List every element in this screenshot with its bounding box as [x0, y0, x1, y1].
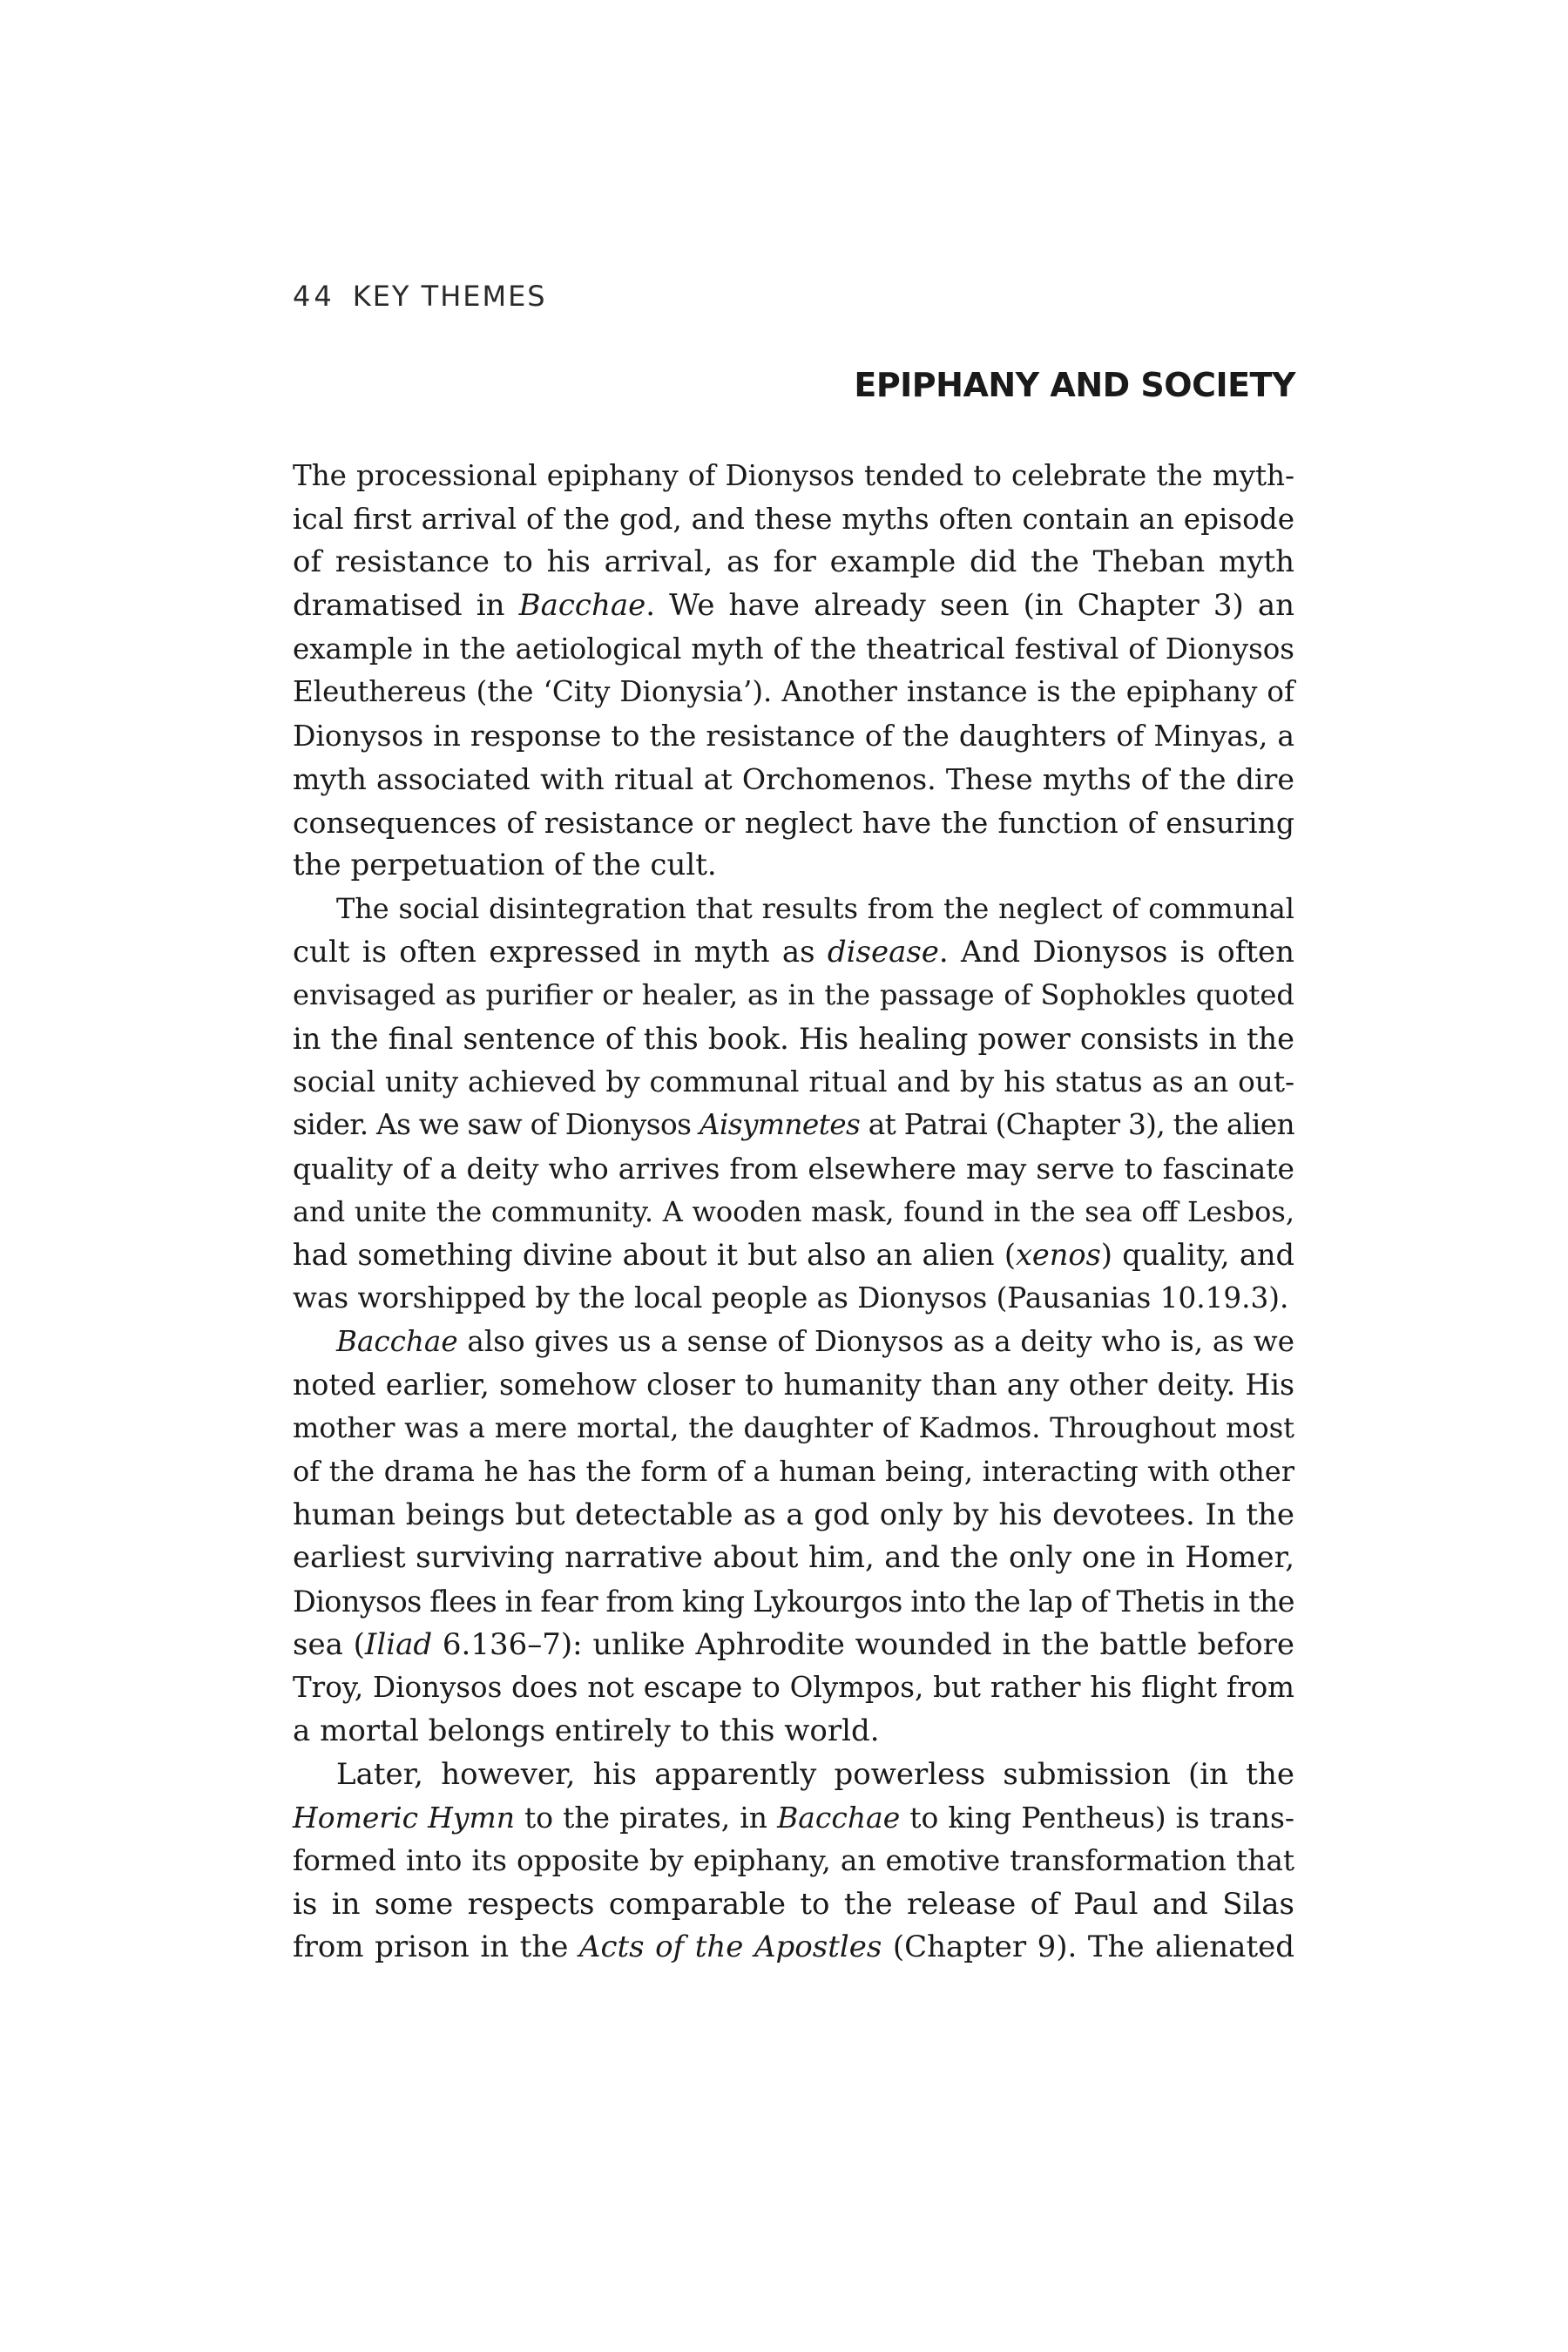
text-line: myth associated with ritual at Orchomenos. These myths of the dire: [293, 761, 1294, 796]
text-line: Later, however, his apparently powerless submission (in the: [336, 1756, 1294, 1792]
text-line: sider. As we saw of Dionysos Aisymnetes at Patrai (Chapter 3), the alien: [293, 1108, 1294, 1142]
text-line: Homeric Hymn to the pirates, in Bacchae to king Pentheus) is trans-: [293, 1801, 1294, 1835]
running-head: [293, 280, 547, 313]
text-line: of resistance to his arrival, as for example did the Theban myth: [293, 544, 1294, 580]
text-line: consequences of resistance or neglect have the function of ensuring: [293, 805, 1294, 840]
text-line: cult is often expressed in myth as disease. And Dionysos is often: [293, 934, 1294, 970]
text-line: Troy, Dionysos does not escape to Olympos, but rather his flight from: [293, 1671, 1294, 1705]
text-line: had something divine about it but also an alien (xenos) quality, and: [293, 1238, 1294, 1273]
text-line: sea (Iliad 6.136–7): unlike Aphrodite wounded in the battle before: [293, 1626, 1294, 1662]
text-line: of the drama he has the form of a human being, interacting with other: [293, 1454, 1294, 1488]
text-line: human beings but detectable as a god only by his devotees. In the: [293, 1497, 1294, 1532]
page-number: 44: [293, 280, 335, 313]
text-line: The social disintegration that results from the neglect of communal: [336, 891, 1294, 925]
text-line: dramatised in Bacchae. We have already seen (in Chapter 3) an: [293, 588, 1294, 624]
text-line: is in some respects comparable to the release of Paul and Silas: [293, 1886, 1294, 1922]
text-line: Dionysos in response to the resistance of the daughters of Minyas, a: [293, 719, 1294, 754]
text-line: a mortal belongs entirely to this world.: [293, 1713, 880, 1748]
text-line: Dionysos flees in fear from king Lykourgos into the lap of Thetis in the: [293, 1584, 1294, 1619]
text-line: ical first arrival of the god, and these myths often contain an episode: [293, 502, 1294, 536]
text-line: noted earlier, somehow closer to humanity than any other deity. His: [293, 1368, 1294, 1402]
text-line: The processional epiphany of Dionysos tended to celebrate the myth-: [293, 459, 1294, 492]
text-line: quality of a deity who arrives from elsewhere may serve to fascinate: [293, 1152, 1294, 1186]
text-line: social unity achieved by communal ritual and by his status as an out-: [293, 1064, 1294, 1098]
text-line: and unite the community. A wooden mask, found in the sea off Lesbos,: [293, 1194, 1294, 1228]
text-line: was worshipped by the local people as Dionysos (Pausanias 10.19.3).: [293, 1281, 1289, 1315]
section-heading: EPIPHANY AND SOCIETY: [854, 366, 1295, 404]
text-line: the perpetuation of the cult.: [293, 848, 717, 883]
text-line: from prison in the Acts of the Apostles (Chapter 9). The alienated: [293, 1930, 1294, 1965]
running-head-section: KEY THEMES: [352, 280, 547, 313]
text-line: Eleuthereus (the ‘City Dionysia’). Another instance is the epiphany of: [293, 675, 1294, 709]
text-line: Bacchae also gives us a sense of Dionysos as a deity who is, as we: [336, 1324, 1294, 1358]
text-line: formed into its opposite by epiphany, an emotive transformation that: [293, 1844, 1294, 1877]
text-line: in the final sentence of this book. His healing power consists in the: [293, 1021, 1294, 1056]
body-text: [293, 455, 1294, 1970]
text-line: earliest surviving narrative about him, and the only one in Homer,: [293, 1540, 1294, 1576]
text-line: envisaged as purifier or healer, as in the passage of Sophokles quoted: [293, 978, 1294, 1012]
text-line: example in the aetiological myth of the theatrical festival of Dionysos: [293, 632, 1294, 666]
text-line: mother was a mere mortal, the daughter of Kadmos. Throughout most: [293, 1411, 1294, 1445]
